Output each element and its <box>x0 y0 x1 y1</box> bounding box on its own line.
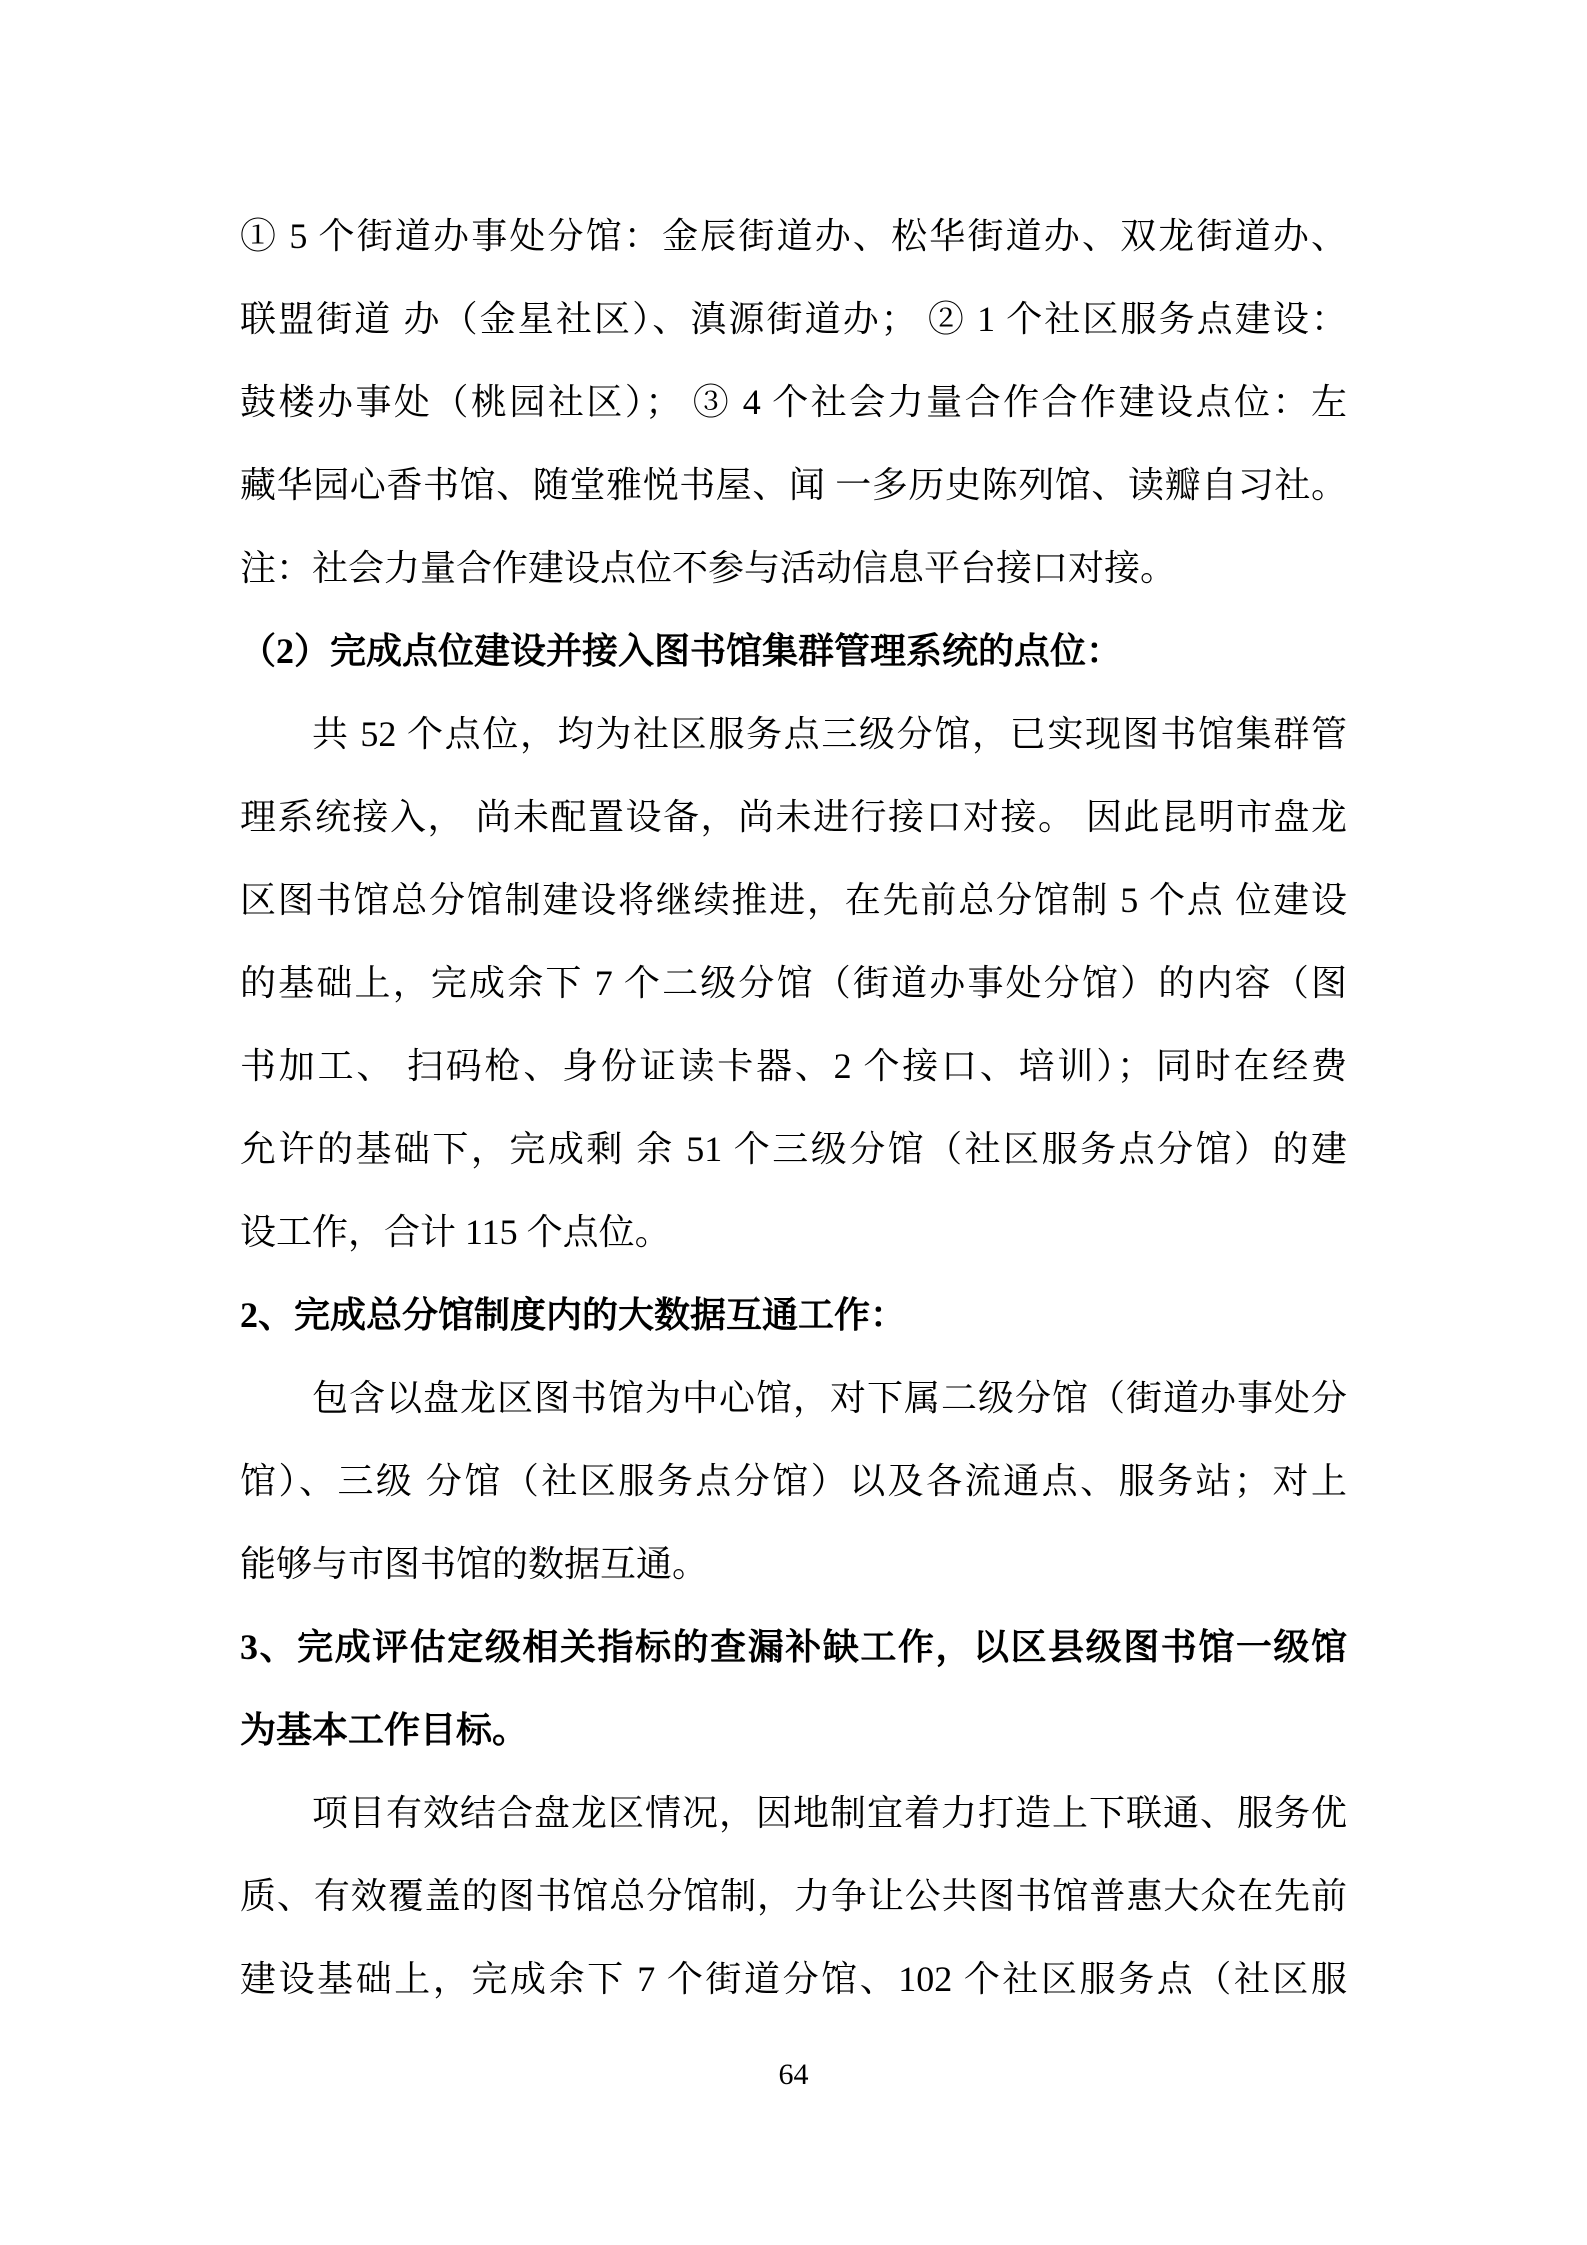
text-line: 理系统接入， 尚未配置设备，尚未进行接口对接。 因此昆明市盘龙 <box>240 797 1347 837</box>
text-line: 书加工、 扫码枪、身份证读卡器、2 个接口、培训）；同时在经费 <box>240 1046 1347 1086</box>
text-line: 项目有效结合盘龙区情况，因地制宜着力打造上下联通、服务优 <box>312 1793 1347 1833</box>
text-line: 鼓楼办事处（桃园社区）； ③ 4 个社会力量合作合作建设点位：左 <box>240 382 1347 422</box>
text-line: 建设基础上，完成余下 7 个街道分馆、102 个社区服务点（社区服 <box>240 1959 1347 1999</box>
text-line: 能够与市图书馆的数据互通。 <box>240 1544 709 1584</box>
text-line: 质、有效覆盖的图书馆总分馆制，力争让公共图书馆普惠大众在先前 <box>240 1876 1347 1916</box>
text-line: 为基本工作目标。 <box>240 1710 529 1750</box>
text-line: 区图书馆总分馆制建设将继续推进，在先前总分馆制 5 个点 位建设 <box>240 880 1347 920</box>
text-line: 3、完成评估定级相关指标的查漏补缺工作，以区县级图书馆一级馆 <box>240 1627 1347 1667</box>
text-line: 注：社会力量合作建设点位不参与活动信息平台接口对接。 <box>240 548 1177 588</box>
text-line: ① 5 个街道办事处分馆：金辰街道办、松华街道办、双龙街道办、 <box>240 216 1347 256</box>
text-line: 的基础上，完成余下 7 个二级分馆（街道办事处分馆）的内容（图 <box>240 963 1347 1003</box>
text-line: 允许的基础下，完成剩 余 51 个三级分馆（社区服务点分馆）的建 <box>240 1129 1347 1169</box>
text-line: 2、完成总分馆制度内的大数据互通工作： <box>240 1295 907 1335</box>
text-line: 联盟街道 办（金星社区）、滇源街道办； ② 1 个社区服务点建设： <box>240 299 1347 339</box>
text-line: 馆）、三级 分馆（社区服务点分馆）以及各流通点、服务站；对上 <box>240 1461 1347 1501</box>
document-body <box>240 195 1347 2021</box>
text-line: 藏华园心香书馆、随堂雅悦书屋、闻 一多历史陈列馆、读瓣自习社。 <box>240 465 1347 505</box>
text-line: 共 52 个点位，均为社区服务点三级分馆，已实现图书馆集群管 <box>312 714 1347 754</box>
page-number: 64 <box>778 2058 809 2091</box>
text-line: （2）完成点位建设并接入图书馆集群管理系统的点位： <box>240 631 1123 671</box>
text-line: 包含以盘龙区图书馆为中心馆，对下属二级分馆（街道办事处分 <box>312 1378 1347 1418</box>
text-line: 设工作，合计 115 个点位。 <box>240 1212 671 1252</box>
